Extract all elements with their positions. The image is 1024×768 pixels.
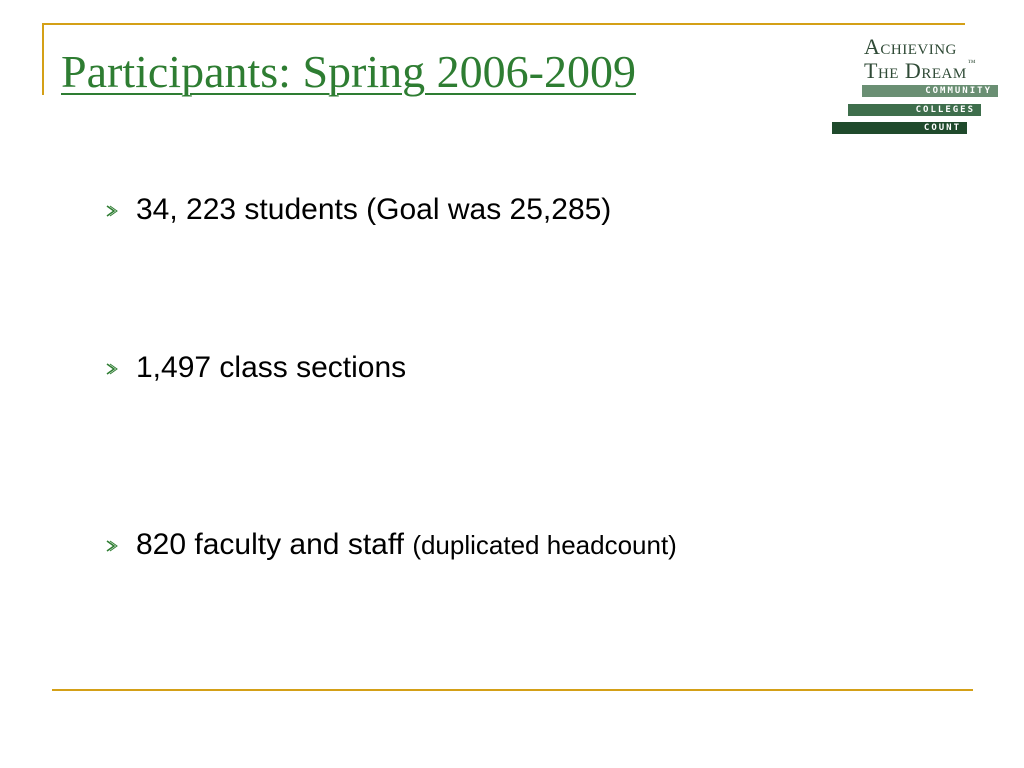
- logo-trademark: ™: [967, 58, 977, 67]
- chevron-right-icon: [104, 362, 136, 376]
- achieving-the-dream-logo: [828, 34, 1000, 138]
- logo-bar-community: COMMUNITY: [862, 85, 998, 97]
- slide-title: Participants: Spring 2006-2009: [61, 46, 636, 97]
- bullet-item: [104, 350, 406, 386]
- slide-footer-rule: [52, 689, 973, 691]
- logo-line-the-dream-text: The Dream: [864, 58, 967, 83]
- bullet-text: 820 faculty and staff: [136, 528, 404, 561]
- slide-frame-left-rule: [42, 23, 44, 95]
- logo-line-achieving: Achieving: [864, 34, 957, 59]
- logo-line-the-dream: [864, 58, 976, 84]
- bullet-text: 34, 223 students (Goal was 25,285): [136, 193, 612, 226]
- chevron-right-icon: [104, 204, 136, 218]
- bullet-item: [104, 192, 611, 228]
- bullet-text: 1,497 class sections: [136, 351, 407, 384]
- logo-bar-colleges: COLLEGES: [848, 104, 981, 116]
- slide-frame-top-rule: [42, 23, 965, 25]
- logo-bar-count: COUNT: [832, 122, 967, 134]
- bullet-item: [104, 527, 677, 563]
- chevron-right-icon: [104, 539, 136, 553]
- bullet-note: (duplicated headcount): [412, 530, 677, 560]
